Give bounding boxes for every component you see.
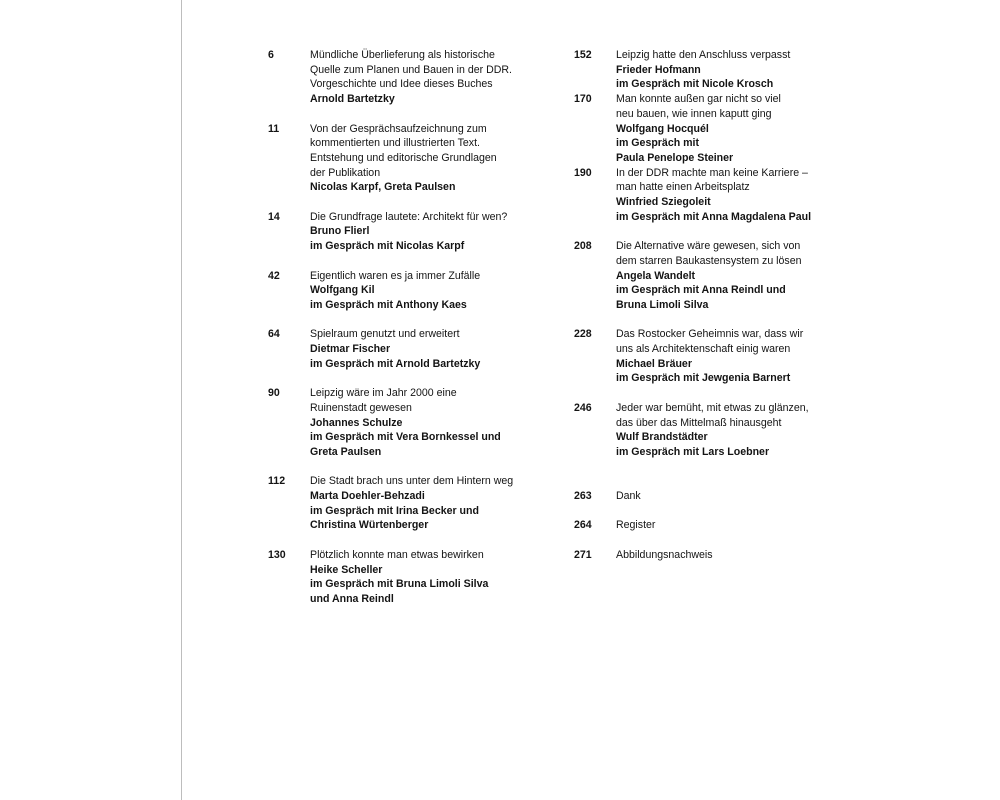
toc-entry — [574, 239, 834, 313]
toc-page-number: 6 — [268, 49, 274, 61]
toc-author-name: Wolfgang Hocquél — [616, 122, 709, 135]
toc-author-name: Marta Doehler-Behzadi — [310, 490, 425, 502]
toc-title-line: Entstehung und editorische Grundlagen — [310, 151, 497, 164]
toc-title-line: Ruinenstadt gewesen — [310, 401, 412, 414]
toc-title-line: dem starren Baukastensystem zu lösen — [616, 254, 802, 267]
toc-entry-body — [310, 474, 530, 533]
toc-entry — [574, 518, 834, 533]
toc-entry-body — [616, 548, 834, 563]
toc-title-line: Spielraum genutzt und erweitert — [310, 328, 460, 341]
toc-title-line: kommentierten und illustrierten Text. — [310, 137, 480, 150]
toc-entry-body — [310, 548, 530, 607]
toc-entry-body — [616, 48, 834, 92]
toc-entry — [268, 386, 530, 460]
toc-entry — [574, 401, 834, 460]
toc-page-number: 112 — [268, 475, 286, 488]
toc-right-column — [574, 48, 834, 577]
toc-interviewer-line: im Gespräch mit Irina Becker und — [310, 504, 479, 517]
toc-title-line: Dank — [616, 490, 641, 503]
toc-page-number: 190 — [574, 166, 592, 179]
toc-author-name: Nicolas Karpf, Greta Paulsen — [310, 181, 456, 194]
toc-title-line: Das Rostocker Geheimnis war, dass wir — [616, 328, 804, 341]
toc-title-line: Jeder war bemüht, mit etwas zu glänzen, — [616, 401, 809, 414]
toc-entry-body — [310, 327, 530, 371]
toc-author-name: Michael Bräuer — [616, 357, 692, 370]
toc-title-line: In der DDR machte man keine Karriere – — [616, 166, 808, 179]
toc-page-number: 246 — [574, 401, 592, 414]
toc-entry-body — [310, 386, 530, 460]
toc-author-name: Wulf Brandstädter — [616, 431, 708, 444]
toc-entry-body — [616, 401, 834, 460]
toc-title-line: Vorgeschichte und Idee dieses Buches — [310, 78, 493, 91]
page-gutter-line — [181, 0, 182, 800]
toc-interviewer-line: und Anna Reindl — [310, 592, 394, 605]
toc-entry-body — [616, 166, 834, 225]
toc-interviewer-line: im Gespräch mit — [616, 137, 700, 150]
toc-entry-body — [616, 489, 834, 504]
toc-title-line: Die Grundfrage lautete: Architekt für wen? — [310, 210, 508, 223]
toc-page-number: 263 — [574, 490, 592, 503]
toc-entry-body — [616, 518, 834, 533]
toc-entry-body — [310, 122, 530, 196]
toc-interviewer-line: Paula Penelope Steiner — [616, 151, 734, 164]
toc-title-line: der Publikation — [310, 166, 381, 179]
toc-entry-body — [616, 92, 834, 166]
toc-entry — [574, 489, 834, 504]
toc-entry — [574, 166, 834, 225]
toc-page-number: 42 — [268, 269, 280, 282]
toc-entry — [574, 327, 834, 386]
toc-title-line: Abbildungsnachweis — [616, 548, 713, 561]
toc-title-line: Quelle zum Planen und Bauen in der DDR. — [310, 63, 512, 76]
toc-entry — [268, 548, 530, 607]
toc-page-number: 271 — [574, 548, 592, 561]
toc-entry-body — [310, 269, 530, 313]
toc-title-line: uns als Architektenschaft einig waren — [616, 343, 791, 356]
toc-page-number: 64 — [268, 328, 280, 341]
toc-entry — [268, 474, 530, 533]
toc-interviewer-line: Greta Paulsen — [310, 445, 382, 458]
toc-interviewer-line: Christina Würtenberger — [310, 519, 429, 532]
toc-author-name: Johannes Schulze — [310, 416, 403, 429]
toc-page-number: 208 — [574, 240, 592, 253]
toc-author-name: Angela Wandelt — [616, 269, 696, 282]
toc-title-line: neu bauen, wie innen kaputt ging — [616, 107, 772, 120]
toc-entry — [268, 210, 530, 254]
toc-entry — [574, 548, 834, 563]
toc-author-name: Frieder Hofmann — [616, 63, 701, 76]
toc-interviewer-line: im Gespräch mit Bruna Limoli Silva — [310, 578, 489, 591]
toc-author-name: Wolfgang Kil — [310, 284, 375, 297]
toc-entry — [574, 92, 834, 166]
toc-page-number: 11 — [268, 122, 280, 135]
toc-title-line: Die Stadt brach uns unter dem Hintern weg — [310, 475, 514, 488]
toc-author-name: Dietmar Fischer — [310, 343, 391, 355]
toc-title-line: Von der Gesprächsaufzeichnung zum — [310, 122, 487, 135]
toc-title-line: Eigentlich waren es ja immer Zufälle — [310, 269, 481, 282]
toc-entry — [574, 48, 834, 92]
toc-entry-body — [310, 48, 530, 107]
toc-left-column — [268, 48, 530, 621]
toc-page-number: 228 — [574, 328, 592, 341]
toc-interviewer-line: im Gespräch mit Nicolas Karpf — [310, 240, 465, 253]
toc-title-line: Plötzlich konnte man etwas bewirken — [310, 548, 484, 561]
toc-entry — [268, 122, 530, 196]
toc-author-name: Winfried Sziegoleit — [616, 196, 711, 209]
toc-entry-body — [310, 210, 530, 254]
toc-entry — [268, 327, 530, 371]
toc-title-line: das über das Mittelmaß hinausgeht — [616, 416, 782, 429]
toc-interviewer-line: Bruna Limoli Silva — [616, 298, 709, 311]
toc-author-name: Arnold Bartetzky — [310, 93, 395, 106]
toc-interviewer-line: im Gespräch mit Jewgenia Barnert — [616, 372, 791, 385]
toc-interviewer-line: im Gespräch mit Anna Reindl und — [616, 284, 786, 297]
toc-title-line: Mündliche Überlieferung als historische — [310, 49, 495, 61]
toc-title-line: Leipzig wäre im Jahr 2000 eine — [310, 387, 457, 400]
toc-interviewer-line: im Gespräch mit Arnold Bartetzky — [310, 357, 481, 370]
toc-title-line: Man konnte außen gar nicht so viel — [616, 93, 781, 106]
toc-entry-body — [616, 239, 834, 313]
toc-entry-body — [616, 327, 834, 386]
toc-page-number: 130 — [268, 548, 286, 561]
toc-page-number: 14 — [268, 210, 280, 223]
toc-title-line: Register — [616, 519, 656, 532]
toc-interviewer-line: im Gespräch mit Nicole Krosch — [616, 78, 774, 91]
toc-title-line: Leipzig hatte den Anschluss verpasst — [616, 49, 791, 61]
toc-interviewer-line: im Gespräch mit Lars Loebner — [616, 445, 770, 458]
toc-interviewer-line: im Gespräch mit Anna Magdalena Paul — [616, 210, 812, 223]
toc-title-line: Die Alternative wäre gewesen, sich von — [616, 240, 801, 253]
toc-page-number: 170 — [574, 93, 592, 106]
toc-author-name: Bruno Flierl — [310, 225, 370, 238]
toc-page-number: 90 — [268, 387, 280, 400]
toc-entry — [268, 269, 530, 313]
toc-interviewer-line: im Gespräch mit Vera Bornkessel und — [310, 431, 501, 444]
toc-entry — [268, 48, 530, 107]
toc-author-name: Heike Scheller — [310, 563, 383, 576]
toc-page-number: 152 — [574, 49, 592, 61]
toc-title-line: man hatte einen Arbeitsplatz — [616, 181, 750, 194]
toc-page-number: 264 — [574, 519, 592, 532]
toc-interviewer-line: im Gespräch mit Anthony Kaes — [310, 298, 467, 311]
